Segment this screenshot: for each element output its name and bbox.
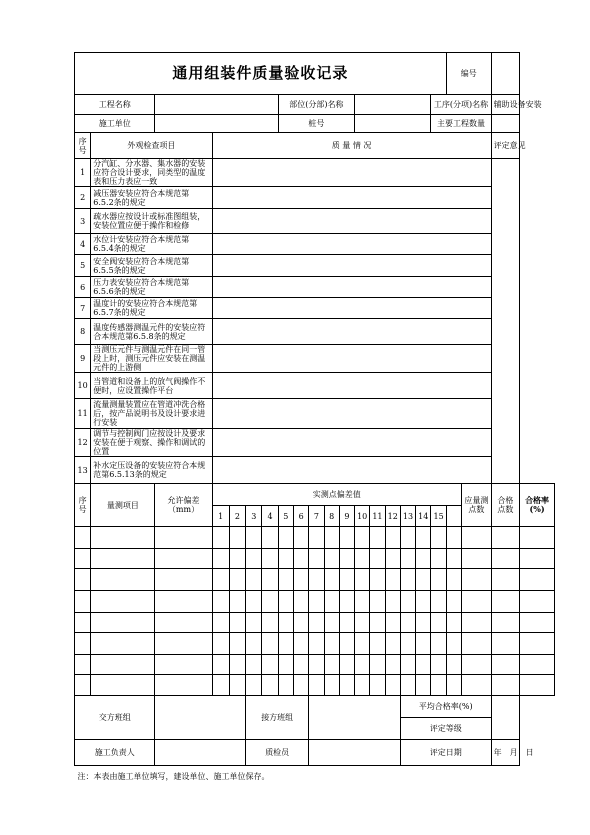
measure-cell[interactable] — [400, 527, 415, 549]
count-header: 应量测点数 — [462, 484, 492, 527]
measure-cell[interactable] — [91, 591, 155, 613]
measure-cell[interactable] — [278, 613, 293, 633]
measure-cell[interactable] — [91, 675, 155, 696]
measure-cell[interactable] — [155, 549, 212, 569]
measure-cell[interactable] — [278, 675, 293, 696]
measure-cell[interactable] — [91, 655, 155, 675]
process-value: 辅助设备安装 — [491, 95, 520, 115]
avg-pass-rate-value[interactable] — [491, 696, 520, 740]
measure-cell[interactable] — [491, 633, 520, 655]
measure-cell[interactable] — [309, 675, 324, 696]
measure-cell[interactable] — [246, 613, 262, 633]
point-number: 12 — [385, 506, 400, 527]
measure-cell[interactable] — [370, 613, 385, 633]
condition-header: 质 量 情 况 — [212, 133, 491, 159]
measure-cell[interactable] — [491, 569, 520, 591]
contractor-label: 施工单位 — [75, 115, 155, 133]
measure-cell[interactable] — [212, 527, 229, 549]
measure-cell[interactable] — [262, 569, 278, 591]
inspection-row-no: 1 — [75, 159, 91, 187]
measure-cell[interactable] — [520, 675, 555, 696]
measure-cell[interactable] — [262, 633, 278, 655]
measure-cell[interactable] — [262, 549, 278, 569]
inspection-row-no: 4 — [75, 234, 91, 255]
measure-cell[interactable] — [400, 655, 415, 675]
measure-cell[interactable] — [400, 613, 415, 633]
footer-note: 注：本表由施工单位填写，建设单位、施工单位保存。 — [77, 771, 270, 781]
measure-cell[interactable] — [370, 569, 385, 591]
measure-cell[interactable] — [446, 675, 461, 696]
measure-cell[interactable] — [324, 633, 339, 655]
part-value[interactable] — [355, 95, 431, 115]
measure-cell[interactable] — [385, 527, 400, 549]
measure-cell[interactable] — [400, 633, 415, 655]
inspection-row-text: 流量测量装置应在管道冲洗合格后，按产品说明书及设计要求进行安装 — [91, 399, 212, 429]
pass-rate-header: 合格率(%) — [520, 484, 555, 527]
point-number: 8 — [324, 506, 339, 527]
measure-cell[interactable] — [491, 549, 520, 569]
measure-cell[interactable] — [446, 633, 461, 655]
measure-cell[interactable] — [416, 655, 431, 675]
measure-cell[interactable] — [324, 591, 339, 613]
measure-cell[interactable] — [75, 591, 91, 613]
measure-cell[interactable] — [400, 569, 415, 591]
project-name-label: 工程名称 — [75, 95, 155, 115]
measure-cell[interactable] — [212, 591, 229, 613]
measure-row — [75, 591, 555, 613]
point-number: 15 — [431, 506, 446, 527]
measure-cell[interactable] — [229, 675, 245, 696]
measure-cell[interactable] — [339, 675, 354, 696]
measure-cell[interactable] — [491, 613, 520, 633]
measure-cell[interactable] — [293, 569, 308, 591]
inspection-item-header: 外观检查项目 — [91, 133, 212, 159]
measure-cell[interactable] — [246, 549, 262, 569]
measure-cell[interactable] — [446, 591, 461, 613]
measure-cell[interactable] — [431, 633, 446, 655]
measure-cell[interactable] — [462, 675, 492, 696]
measure-cell[interactable] — [75, 527, 91, 549]
measure-cell[interactable] — [385, 613, 400, 633]
measure-cell[interactable] — [91, 613, 155, 633]
inspection-row-text: 分汽缸、分水器、集水器的安装应符合设计要求，同类型的温度表和压力表应一致 — [91, 159, 212, 187]
measure-cell[interactable] — [278, 569, 293, 591]
quantity-label: 主要工程数量 — [431, 115, 491, 133]
measure-cell[interactable] — [491, 675, 520, 696]
point-number: 11 — [370, 506, 385, 527]
measure-cell[interactable] — [262, 591, 278, 613]
inspection-row-text: 疏水器应按设计或标准图组装，安装位置应便于操作和检修 — [91, 209, 212, 234]
grade-label: 评定等级 — [400, 718, 491, 740]
measure-cell[interactable] — [75, 675, 91, 696]
measure-cell[interactable] — [293, 675, 308, 696]
measure-cell[interactable] — [416, 613, 431, 633]
measure-cell[interactable] — [324, 675, 339, 696]
measure-cell[interactable] — [446, 549, 461, 569]
takeover-team-label: 接方班组 — [246, 696, 309, 740]
inspection-row-no: 2 — [75, 187, 91, 209]
measure-cell[interactable] — [400, 675, 415, 696]
measure-cell[interactable] — [431, 549, 446, 569]
takeover-team-value[interactable] — [309, 696, 401, 740]
measure-cell[interactable] — [431, 569, 446, 591]
inspection-row-text: 压力表安装应符合本规范第6.5.6条的规定 — [91, 277, 212, 298]
measure-cell[interactable] — [370, 675, 385, 696]
measure-cell[interactable] — [324, 569, 339, 591]
inspection-row-no: 5 — [75, 255, 91, 277]
point-number: 7 — [309, 506, 324, 527]
measure-cell[interactable] — [262, 675, 278, 696]
measure-cell[interactable] — [324, 527, 339, 549]
measure-cell[interactable] — [416, 549, 431, 569]
inspection-row-condition[interactable] — [212, 319, 491, 345]
measure-cell[interactable] — [385, 675, 400, 696]
measure-cell[interactable] — [293, 591, 308, 613]
inspection-row-text: 温度计的安装应符合本规范第6.5.7条的规定 — [91, 298, 212, 319]
measure-cell[interactable] — [155, 613, 212, 633]
measure-cell[interactable] — [91, 549, 155, 569]
measure-cell[interactable] — [355, 655, 370, 675]
inspection-row-no: 12 — [75, 429, 91, 457]
measure-cell[interactable] — [91, 569, 155, 591]
measure-cell[interactable] — [91, 633, 155, 655]
measure-row — [75, 527, 555, 549]
date-label: 评定日期 — [400, 740, 491, 766]
measure-cell[interactable] — [355, 633, 370, 655]
measure-cell[interactable] — [293, 527, 308, 549]
measure-cell[interactable] — [416, 569, 431, 591]
point-number: 14 — [416, 506, 431, 527]
measure-cell[interactable] — [293, 633, 308, 655]
point-number: 13 — [400, 506, 415, 527]
measure-cell[interactable] — [431, 613, 446, 633]
measure-cell[interactable] — [155, 591, 212, 613]
measure-cell[interactable] — [431, 675, 446, 696]
measure-cell[interactable] — [355, 549, 370, 569]
measure-cell[interactable] — [446, 527, 461, 549]
measure-cell[interactable] — [520, 569, 555, 591]
measure-cell[interactable] — [370, 527, 385, 549]
measure-cell[interactable] — [229, 569, 245, 591]
point-spacer — [446, 506, 461, 527]
measure-cell[interactable] — [520, 613, 555, 633]
measure-cell[interactable] — [278, 591, 293, 613]
measure-cell[interactable] — [370, 549, 385, 569]
measure-row — [75, 613, 555, 633]
measure-cell[interactable] — [370, 591, 385, 613]
deviation-header: 实测点偏差值 — [212, 484, 462, 506]
measure-cell[interactable] — [520, 655, 555, 675]
measure-cell[interactable] — [75, 655, 91, 675]
tolerance-header: 允许偏差（mm） — [155, 484, 212, 527]
measure-cell[interactable] — [339, 613, 354, 633]
measure-cell[interactable] — [212, 675, 229, 696]
inspection-row-text: 水位计安装应符合本规范第6.5.4条的规定 — [91, 234, 212, 255]
measure-cell[interactable] — [278, 527, 293, 549]
date-value: 年 月 日 — [491, 740, 520, 766]
measure-cell[interactable] — [155, 675, 212, 696]
measure-cell[interactable] — [520, 549, 555, 569]
point-number: 9 — [339, 506, 354, 527]
measure-cell[interactable] — [75, 569, 91, 591]
measure-cell[interactable] — [491, 655, 520, 675]
process-label: 工序(分项)名称 — [431, 95, 491, 115]
inspection-row-text: 当测压元件与测温元件在同一管段上时，测压元件应安装在测温元件的上游侧 — [91, 345, 212, 373]
inspection-row-no: 13 — [75, 457, 91, 484]
measure-cell[interactable] — [229, 613, 245, 633]
measure-row — [75, 569, 555, 591]
measure-seq-header: 序号 — [75, 484, 91, 527]
measure-cell[interactable] — [400, 591, 415, 613]
measure-cell[interactable] — [309, 527, 324, 549]
measure-cell[interactable] — [339, 655, 354, 675]
project-name-value[interactable] — [155, 95, 278, 115]
measure-cell[interactable] — [446, 655, 461, 675]
pass-count-header: 合格点数 — [491, 484, 520, 527]
measure-cell[interactable] — [278, 633, 293, 655]
measure-cell[interactable] — [229, 655, 245, 675]
serial-value[interactable] — [491, 53, 520, 95]
measure-row — [75, 549, 555, 569]
point-number: 2 — [229, 506, 245, 527]
measure-cell[interactable] — [416, 591, 431, 613]
measure-cell[interactable] — [355, 569, 370, 591]
serial-label: 编号 — [446, 53, 491, 95]
measure-cell[interactable] — [339, 633, 354, 655]
inspection-seq-header: 序号 — [75, 133, 91, 159]
measure-cell[interactable] — [385, 591, 400, 613]
inspection-row-text: 调节与控制阀门应按设计及要求安装在便于观察、操作和调试的位置 — [91, 429, 212, 457]
measure-cell[interactable] — [446, 569, 461, 591]
measure-cell[interactable] — [155, 569, 212, 591]
measure-cell[interactable] — [229, 527, 245, 549]
measure-cell[interactable] — [431, 655, 446, 675]
measure-cell[interactable] — [324, 613, 339, 633]
measure-cell[interactable] — [229, 549, 245, 569]
measure-cell[interactable] — [262, 527, 278, 549]
measure-cell[interactable] — [355, 527, 370, 549]
inspection-row-no: 9 — [75, 345, 91, 373]
measure-cell[interactable] — [462, 613, 492, 633]
manager-value[interactable] — [155, 740, 246, 766]
measure-cell[interactable] — [462, 549, 492, 569]
measure-cell[interactable] — [278, 655, 293, 675]
measure-cell[interactable] — [212, 613, 229, 633]
inspection-row-condition[interactable] — [212, 345, 491, 373]
measure-cell[interactable] — [385, 569, 400, 591]
measure-cell[interactable] — [212, 655, 229, 675]
measure-cell[interactable] — [75, 549, 91, 569]
inspection-row-condition[interactable] — [212, 457, 491, 484]
measure-cell[interactable] — [212, 549, 229, 569]
measure-cell[interactable] — [246, 527, 262, 549]
inspection-row-no: 6 — [75, 277, 91, 298]
measure-cell[interactable] — [262, 655, 278, 675]
measure-cell[interactable] — [212, 569, 229, 591]
point-number: 1 — [212, 506, 229, 527]
inspection-row-condition[interactable] — [212, 399, 491, 429]
measure-cell[interactable] — [246, 569, 262, 591]
inspection-row-condition[interactable] — [212, 159, 491, 187]
measure-cell[interactable] — [324, 549, 339, 569]
measure-cell[interactable] — [155, 633, 212, 655]
measure-cell[interactable] — [309, 549, 324, 569]
measure-cell[interactable] — [462, 527, 492, 549]
inspection-row-condition[interactable] — [212, 429, 491, 457]
measure-cell[interactable] — [355, 613, 370, 633]
measure-cell[interactable] — [309, 655, 324, 675]
measure-cell[interactable] — [262, 613, 278, 633]
measure-cell[interactable] — [229, 591, 245, 613]
inspection-row-no: 11 — [75, 399, 91, 429]
measure-row — [75, 675, 555, 696]
inspection-row-condition[interactable] — [212, 373, 491, 399]
measure-cell[interactable] — [246, 675, 262, 696]
measure-cell[interactable] — [431, 527, 446, 549]
measure-row — [75, 655, 555, 675]
measure-cell[interactable] — [246, 591, 262, 613]
measure-cell[interactable] — [309, 591, 324, 613]
measure-cell[interactable] — [75, 613, 91, 633]
measure-cell[interactable] — [339, 591, 354, 613]
measure-cell[interactable] — [370, 633, 385, 655]
station-label: 桩号 — [278, 115, 354, 133]
measure-cell[interactable] — [309, 633, 324, 655]
measure-cell[interactable] — [91, 527, 155, 549]
inspection-row-condition[interactable] — [212, 298, 491, 319]
measure-cell[interactable] — [309, 613, 324, 633]
measure-row — [75, 633, 555, 655]
measure-cell[interactable] — [155, 527, 212, 549]
measure-cell[interactable] — [520, 591, 555, 613]
measure-cell[interactable] — [462, 633, 492, 655]
opinion-header: 评定意见 — [491, 133, 520, 159]
manager-label: 施工负责人 — [75, 740, 155, 766]
measure-cell[interactable] — [462, 569, 492, 591]
measure-cell[interactable] — [520, 633, 555, 655]
measure-cell[interactable] — [385, 633, 400, 655]
measure-cell[interactable] — [400, 549, 415, 569]
inspection-row-no: 7 — [75, 298, 91, 319]
measure-cell[interactable] — [246, 633, 262, 655]
measure-cell[interactable] — [309, 569, 324, 591]
measure-cell[interactable] — [229, 633, 245, 655]
measure-cell[interactable] — [278, 549, 293, 569]
inspection-row-text: 安全阀安装应符合本规范第6.5.5条的规定 — [91, 255, 212, 277]
measure-cell[interactable] — [462, 655, 492, 675]
inspection-row-no: 10 — [75, 373, 91, 399]
measure-cell[interactable] — [491, 591, 520, 613]
inspection-row-no: 8 — [75, 319, 91, 345]
inspection-row-condition[interactable] — [212, 255, 491, 277]
measure-cell[interactable] — [246, 655, 262, 675]
measure-cell[interactable] — [520, 527, 555, 549]
measure-cell[interactable] — [339, 569, 354, 591]
point-number: 4 — [262, 506, 278, 527]
avg-pass-rate-label: 平均合格率(%) — [400, 696, 491, 718]
measure-cell[interactable] — [385, 549, 400, 569]
measure-cell[interactable] — [446, 613, 461, 633]
inspector-value[interactable] — [309, 740, 401, 766]
inspector-label: 质检员 — [246, 740, 309, 766]
measure-cell[interactable] — [339, 549, 354, 569]
measure-cell[interactable] — [370, 655, 385, 675]
inspection-row-text: 当管道和设备上的放气阀操作不便时，应设置操作平台 — [91, 373, 212, 399]
measure-cell[interactable] — [293, 655, 308, 675]
inspection-row-condition[interactable] — [212, 234, 491, 255]
measure-cell[interactable] — [491, 527, 520, 549]
inspection-row-condition[interactable] — [212, 187, 491, 209]
measure-cell[interactable] — [293, 613, 308, 633]
measure-cell[interactable] — [416, 633, 431, 655]
inspection-row-text: 减压器安装应符合本规范第6.5.2条的规定 — [91, 187, 212, 209]
point-number: 6 — [293, 506, 308, 527]
quantity-value[interactable] — [491, 115, 520, 133]
measure-cell[interactable] — [75, 633, 91, 655]
measure-cell[interactable] — [355, 675, 370, 696]
inspection-row-condition[interactable] — [212, 209, 491, 234]
measure-cell[interactable] — [212, 633, 229, 655]
handover-team-value[interactable] — [155, 696, 246, 740]
point-number: 10 — [355, 506, 370, 527]
measure-cell[interactable] — [385, 655, 400, 675]
inspection-row-no: 3 — [75, 209, 91, 234]
inspection-row-text: 温度传感器测温元件的安装应符合本规范第6.5.8条的规定 — [91, 319, 212, 345]
measure-cell[interactable] — [339, 527, 354, 549]
station-value[interactable] — [355, 115, 431, 133]
measure-cell[interactable] — [293, 549, 308, 569]
contractor-value[interactable] — [155, 115, 278, 133]
measure-item-header: 量测项目 — [91, 484, 155, 527]
measure-cell[interactable] — [462, 591, 492, 613]
measure-cell[interactable] — [416, 527, 431, 549]
measure-cell[interactable] — [155, 655, 212, 675]
inspection-row-condition[interactable] — [212, 277, 491, 298]
measure-cell[interactable] — [324, 655, 339, 675]
part-label: 部位(分部)名称 — [278, 95, 354, 115]
acceptance-record-form — [74, 52, 555, 786]
handover-team-label: 交方班组 — [75, 696, 155, 740]
measure-cell[interactable] — [355, 591, 370, 613]
opinion-value[interactable] — [491, 159, 520, 484]
measure-cell[interactable] — [431, 591, 446, 613]
point-number: 3 — [246, 506, 262, 527]
point-number: 5 — [278, 506, 293, 527]
inspection-row-text: 补水定压设备的安装应符合本规范第6.5.13条的规定 — [91, 457, 212, 484]
measure-cell[interactable] — [416, 675, 431, 696]
form-title: 通用组装件质量验收记录 — [75, 53, 447, 95]
